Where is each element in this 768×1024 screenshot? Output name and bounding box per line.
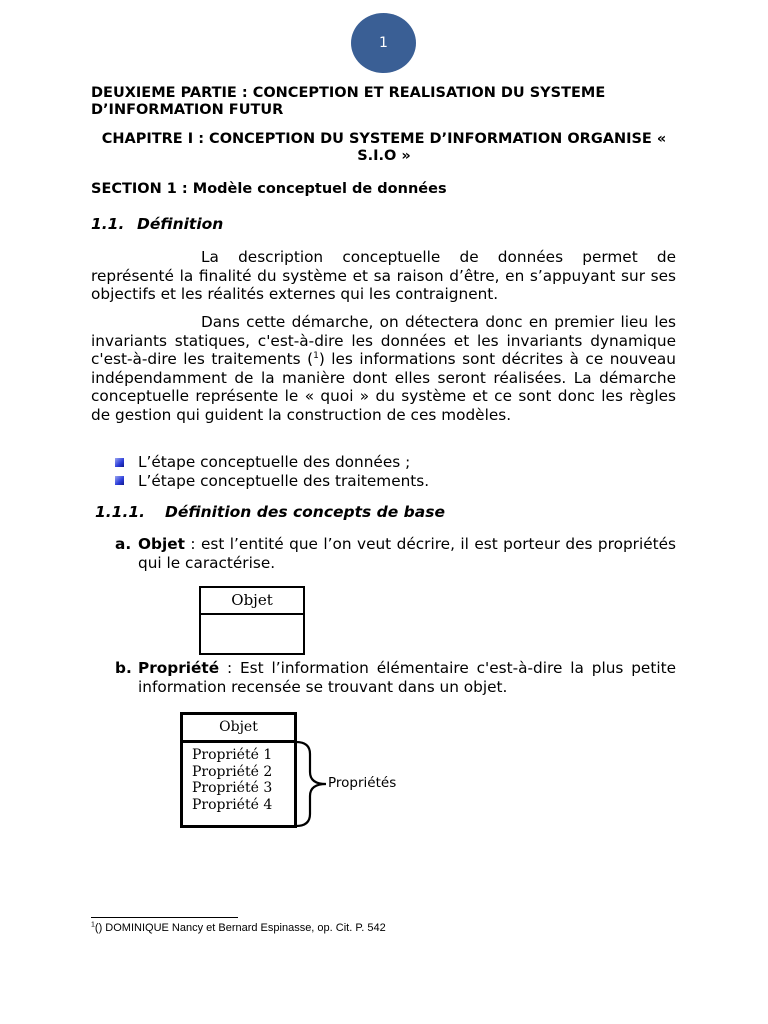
list-item [115,472,429,491]
square-bullet-icon [115,476,124,485]
object-diagram-header: Objet [201,588,303,615]
bullet-text: L’étape conceptuelle des traitements. [138,471,430,490]
footnote-ref: 1 [313,350,319,361]
item-a-body [138,535,676,572]
paragraph-2 [91,313,676,424]
list-item [115,453,429,472]
paragraph-1: La description conceptuelle de données permet de représenté la finalité du système et sa raison d’être, en s’appuyant sur ses objectifs et les réalités externes qui les contraignent. [91,248,676,303]
definition-heading [91,215,223,234]
definition-number: 1.1. [91,215,125,233]
subsection-title: Définition des concepts de base [165,503,445,521]
footnote-separator [91,917,238,918]
item-b-term: Propriété [138,659,220,677]
page-number-badge [351,13,416,73]
subsection-number: 1.1.1. [95,503,146,521]
properties-label: Propriétés [328,775,397,791]
list-item: Propriété 4 [192,796,273,813]
part-title: DEUXIEME PARTIE : CONCEPTION ET REALISATION DU SYSTEME D’INFORMATION FUTUR [91,85,606,118]
property-diagram [180,712,297,828]
footnote [91,922,386,934]
item-b-body [138,659,676,696]
bullet-text: L’étape conceptuelle des données ; [138,453,411,471]
chapter-title: CHAPITRE I : CONCEPTION DU SYSTEME D’INFORMATION ORGANISE « S.I.O » [101,131,667,164]
bullet-list [115,453,429,490]
page-number: 1 [379,35,388,51]
square-bullet-icon [115,458,124,467]
item-b-text: : Est l’information élémentaire c'est-à-dire la plus petite information recensée se trouvant dans un objet. [138,659,676,696]
right-brace-icon [294,740,330,830]
list-item: Propriété 3 [192,780,273,796]
footnote-text: () DOMINIQUE Nancy et Bernard Espinasse, op. Cit. P. 542 [94,922,386,934]
list-item: Propriété 1 [192,747,273,763]
item-a-label: a. [115,535,132,553]
section-title: SECTION 1 : Modèle conceptuel de données [91,181,447,197]
item-a-text: : est l’entité que l’on veut décrire, il est porteur des propriétés qui le caractérise. [138,535,676,572]
footnote-mark: 1 [91,921,95,929]
item-b-label: b. [115,659,132,677]
item-a-term: Objet [138,535,185,553]
property-list [183,743,294,813]
paragraph-2-part-1: Dans cette démarche, on détectera donc en premier lieu les invariants statiques, c'est-à-dire les données et les invariants dynamique c'est-à-dire les traitements ( [91,313,676,368]
object-diagram [199,586,305,655]
property-diagram-header: Objet [183,715,294,743]
definition-title: Définition [137,215,224,233]
paragraph-2-part-2: ) les informations sont décrites à ce nouveau indépendamment de la manière dont elles seront réalisées. La démarche conceptuelle représente le « quoi » du système et ce sont donc les règles de gestion qui guident la construction de ces modèles. [91,350,676,424]
subsection-heading [95,503,445,522]
item-b [115,659,676,696]
item-a [115,535,676,572]
list-item: Propriété 2 [192,763,273,780]
